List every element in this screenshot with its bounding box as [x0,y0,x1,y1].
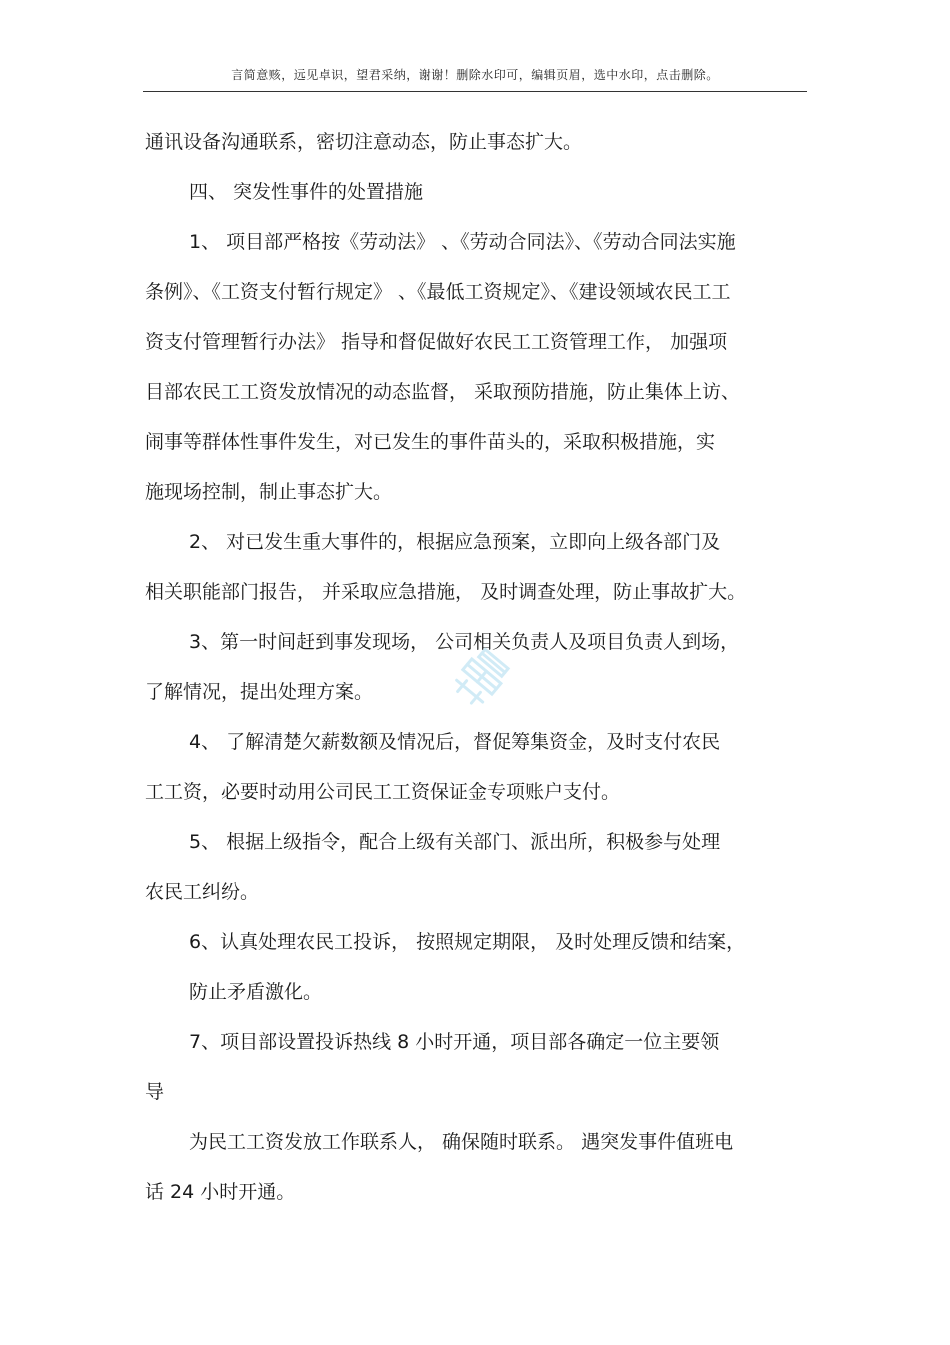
body-line: 资支付管理暂行办法》 指导和督促做好农民工工资管理工作， 加强项 [145,331,728,353]
body-line: 施现场控制，制止事态扩大。 [145,481,393,503]
body-line: 通讯设备沟通联系，密切注意动态，防止事态扩大。 [145,131,583,153]
body-line: 3、第一时间赶到事发现场， 公司相关负责人及项目负责人到场， [189,631,740,653]
body-line: 防止矛盾激化。 [189,981,323,1003]
body-line: 5、 根据上级指令，配合上级有关部门、派出所，积极参与处理 [189,831,721,853]
body-line: 工工资，必要时动用公司民工工资保证金专项账户支付。 [145,781,621,803]
header-divider [143,91,807,92]
body-line: 7、项目部设置投诉热线 8 小时开通，项目部各确定一位主要领 [189,1031,720,1053]
body-line: 6、认真处理农民工投诉， 按照规定期限， 及时处理反馈和结案， [189,931,746,953]
body-line: 农民工纠纷。 [145,881,260,903]
body-line: 导 [145,1081,165,1103]
body-line: 了解情况，提出处理方案。 [145,681,374,703]
body-line: 话 24 小时开通。 [145,1181,296,1203]
body-line: 相关职能部门报告， 并采取应急措施， 及时调查处理，防止事故扩大。 [145,581,747,603]
body-line: 为民工工资发放工作联系人， 确保随时联系。 遇突发事件值班电 [189,1131,734,1153]
body-line: 2、 对已发生重大事件的，根据应急预案，立即向上级各部门及 [189,531,721,553]
section-heading: 四、 突发性事件的处置措施 [189,181,424,203]
page-header: 言简意赅，远见卓识，望君采纳，谢谢！删除水印可，编辑页眉，选中水印，点击删除。 [231,68,719,82]
body-line: 4、 了解清楚欠薪数额及情况后，督促筹集资金，及时支付农民 [189,731,721,753]
body-line: 条例》、《工资支付暂行规定》 、《最低工资规定》、《建设领域农民工工 [145,281,731,303]
body-line: 闹事等群体性事件发生，对已发生的事件苗头的，采取积极措施，实 [145,431,716,453]
body-line: 1、 项目部严格按《劳动法》 、《劳动合同法》、《劳动合同法实施 [189,231,736,253]
body-line: 目部农民工工资发放情况的动态监督， 采取预防措施，防止集体上访、 [145,381,741,403]
